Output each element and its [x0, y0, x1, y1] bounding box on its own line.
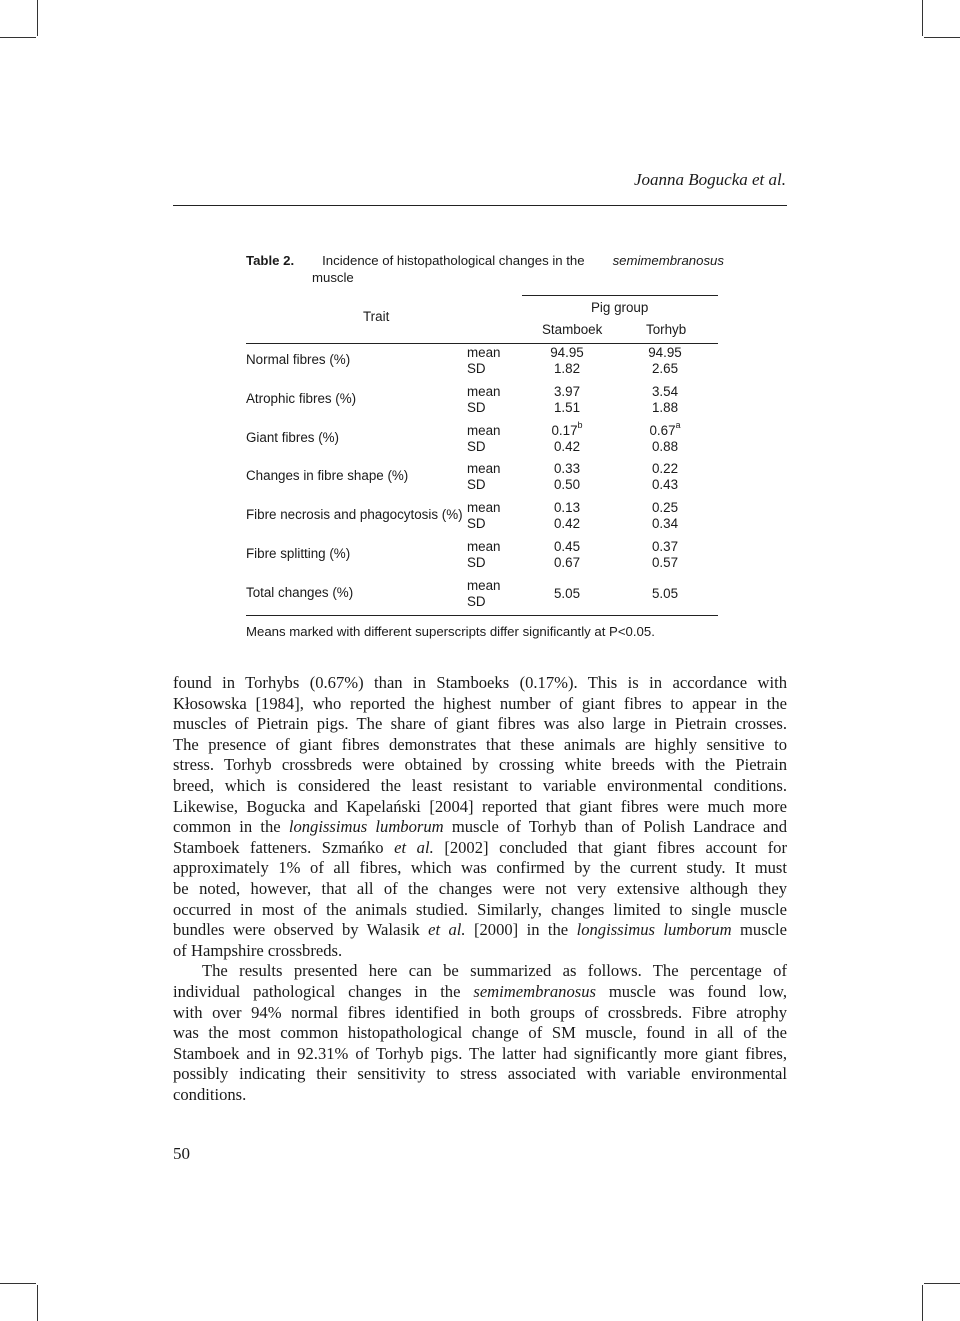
crop-mark — [0, 1283, 36, 1284]
header-rule — [173, 205, 787, 206]
value-torhyb: 94.95 — [648, 345, 682, 360]
value-stamboek: 0.13 — [553, 500, 581, 516]
value-stamboek: 0.45 — [553, 539, 581, 554]
stat-label: mean — [467, 383, 501, 399]
text-line: Stamboek and in 92.31% of Torhyb pigs. The latter had significantly more giant fibres, — [173, 1043, 787, 1063]
value-torhyb: 0.88 — [651, 438, 679, 454]
text-line: Kłosowska [1984], who reported the highest number of giant fibres to appear in the — [173, 693, 787, 713]
text-line: Stamboek fatteners. Szmańko et al. [2002] concluded that giant fibres account for — [173, 837, 787, 857]
caption-text: Incidence of histopathological changes in the — [322, 253, 585, 268]
trait-label: Atrophic fibres (%) — [246, 390, 357, 406]
stat-label: mean — [467, 577, 501, 593]
table-rule-bottom — [246, 615, 718, 616]
value-stamboek: 5.05 — [553, 585, 581, 601]
trait-label: Fibre splitting (%) — [246, 546, 351, 561]
stat-label: mean — [467, 461, 501, 477]
pig-group-header: Pig group — [591, 300, 649, 315]
stat-label: SD — [467, 516, 486, 532]
crop-mark — [924, 1283, 960, 1284]
text-line: muscles of Pietrain pigs. The share of giant fibres was also large in Pietrain crosses. — [173, 714, 787, 734]
crop-mark — [37, 0, 38, 36]
value-stamboek: 1.51 — [553, 399, 581, 415]
body-text — [173, 673, 787, 1105]
text-line: approximately 1% of all fibres, which was confirmed by the current study. It must — [173, 858, 787, 878]
value-stamboek: 1.82 — [553, 361, 581, 376]
text-line: occurred in most of the animals studied. Similarly, changes limited to single muscle — [173, 899, 787, 919]
running-head: Joanna Bogucka et al. — [633, 170, 786, 189]
crop-mark — [924, 37, 960, 38]
stat-label: SD — [467, 593, 486, 609]
value-torhyb: 0.67$^a$ — [649, 420, 681, 438]
value-stamboek: 0.50 — [553, 477, 581, 493]
text-line: The presence of giant fibres demonstrates that these animals are highly sensitive to — [173, 734, 787, 754]
data-table — [246, 295, 718, 620]
value-torhyb: 0.43 — [651, 477, 679, 493]
caption-line2: muscle — [312, 270, 354, 285]
col-header-stamboek: Stamboek — [542, 322, 603, 337]
crop-mark — [922, 1285, 923, 1321]
stat-label: SD — [467, 438, 486, 454]
table-note: Means marked with different superscripts differ significantly at P<0.05. — [246, 624, 655, 639]
superscript: a — [675, 420, 681, 431]
crop-mark — [37, 1285, 38, 1321]
trait-label: Giant fibres (%) — [246, 429, 340, 445]
text-line: common in the longissimus lumborum muscle of Torhyb than of Polish Landrace and — [173, 817, 787, 837]
value-torhyb: 1.88 — [651, 399, 679, 415]
crop-mark — [922, 0, 923, 36]
text-line: found in Torhybs (0.67%) than in Stamboeks (0.17%). This is in accordance with — [173, 673, 787, 692]
value-torhyb: 0.22 — [651, 461, 679, 477]
caption-italic: semimembranosus — [612, 253, 724, 268]
stat-label: SD — [467, 361, 486, 376]
value-torhyb: 5.05 — [651, 585, 679, 601]
stat-label: mean — [467, 422, 501, 438]
text-line: was the most common histopathological change of SM muscle, found in all of the — [173, 1023, 787, 1043]
text-line: of Hampshire crossbreds. — [173, 940, 343, 960]
text-line: conditions. — [173, 1084, 247, 1104]
value-stamboek: 0.17$^b$ — [551, 420, 583, 438]
table-rule-header — [246, 343, 718, 344]
value-stamboek: 0.33 — [553, 461, 581, 477]
text-line: Likewise, Bogucka and Kapelański [2004] reported that giant fibres were much more — [173, 796, 787, 816]
value-torhyb: 0.37 — [651, 539, 679, 554]
value-torhyb: 0.25 — [651, 500, 679, 516]
stat-label: mean — [467, 500, 501, 516]
text-line: individual pathological changes in the semimembranosus muscle was found low, — [173, 981, 787, 1001]
value-torhyb: 3.54 — [651, 383, 679, 399]
stat-label: mean — [467, 345, 501, 360]
col-header-torhyb: Torhyb — [646, 322, 687, 337]
page-number: 50 — [173, 1144, 190, 1163]
stat-label: SD — [467, 555, 486, 570]
caption-label: Table 2. — [246, 253, 295, 268]
superscript: b — [577, 420, 583, 431]
value-stamboek: 94.95 — [550, 345, 584, 360]
table-rule-top — [522, 295, 718, 296]
value-stamboek: 0.42 — [553, 516, 581, 532]
stat-label: SD — [467, 477, 486, 493]
trait-label: Total changes (%) — [246, 584, 354, 600]
value-torhyb: 2.65 — [651, 361, 679, 376]
stat-label: SD — [467, 399, 486, 415]
text-line: breed, which is considered the least resistant to variable environmental conditions. — [173, 775, 787, 795]
stat-label: mean — [467, 539, 501, 554]
trait-label: Changes in fibre shape (%) — [246, 468, 409, 484]
paragraph-2 — [173, 961, 787, 1105]
text-line: with over 94% normal fibres identified in both groups of crossbreds. Fibre atrophy — [173, 1002, 787, 1022]
text-line: The results presented here can be summarized as follows. The percentage of — [202, 961, 787, 981]
value-stamboek: 0.67 — [553, 555, 581, 570]
value-torhyb: 0.57 — [651, 555, 679, 570]
text-line: possibly indicating their sensitivity to stress associated with variable environmental — [173, 1064, 787, 1084]
trait-header: Trait — [363, 309, 390, 324]
value-stamboek: 0.42 — [553, 438, 581, 454]
text-line: bundles were observed by Walasik et al. [2000] in the longissimus lumborum muscle — [173, 920, 787, 940]
trait-label: Fibre necrosis and phagocytosis (%) — [246, 507, 463, 523]
paragraph-1 — [173, 673, 787, 961]
value-torhyb: 0.34 — [651, 516, 679, 532]
text-line: stress. Torhyb crossbreds were obtained by crossing white breeds with the Pietrain — [173, 755, 787, 775]
trait-label: Normal fibres (%) — [246, 352, 351, 367]
crop-mark — [0, 37, 36, 38]
table-caption — [246, 252, 724, 286]
value-stamboek: 3.97 — [553, 383, 581, 399]
text-line: be noted, however, that all of the changes were not very extensive although they — [173, 878, 787, 898]
